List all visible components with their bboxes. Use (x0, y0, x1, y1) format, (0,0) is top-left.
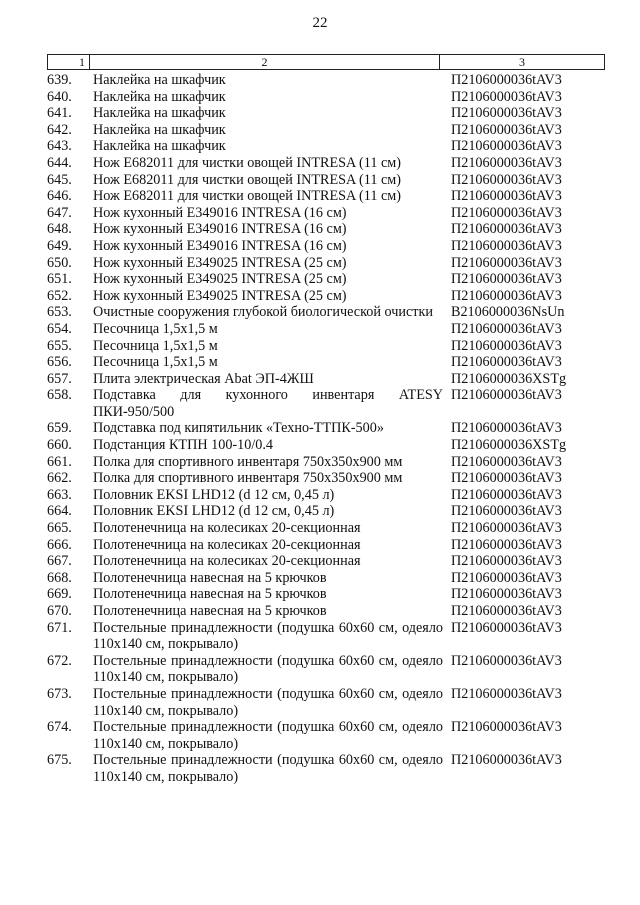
item-name: Постельные принадлежности (подушка 60х60 см, одеяло 110х140 см, покрывало) (93, 719, 443, 752)
row-number: 656. (47, 354, 72, 371)
item-name: Наклейка на шкафчик (93, 121, 226, 138)
item-code: П2106000036tAV3 (451, 221, 562, 238)
item-code: П2106000036tAV3 (451, 453, 562, 470)
item-code: П2106000036tAV3 (451, 188, 562, 205)
table-row (47, 255, 603, 272)
table-row (47, 752, 603, 785)
item-name: Полка для спортивного инвентаря 750х350х900 мм (93, 470, 403, 487)
item-code: П2106000036tAV3 (451, 354, 562, 371)
table-row (47, 89, 603, 106)
item-code: П2106000036tAV3 (451, 254, 562, 271)
item-name: Полотенечница на колесиках 20-секционная (93, 553, 361, 570)
item-code: П2106000036tAV3 (451, 536, 562, 553)
header-col-2: 2 (90, 55, 440, 69)
row-number: 659. (47, 420, 72, 437)
row-number: 640. (47, 88, 72, 105)
row-number: 650. (47, 254, 72, 271)
item-code: П2106000036tAV3 (451, 105, 562, 122)
table-header (47, 54, 605, 70)
row-number: 651. (47, 271, 72, 288)
item-code: П2106000036tAV3 (451, 72, 562, 88)
item-name: Полотенечница навесная на 5 крючков (93, 569, 327, 586)
item-code: П2106000036tAV3 (451, 237, 562, 254)
table-row (47, 719, 603, 752)
item-name: Полотенечница навесная на 5 крючков (93, 586, 327, 603)
item-code: П2106000036XSTg (451, 370, 567, 387)
item-name: Постельные принадлежности (подушка 60х60 см, одеяло 110х140 см, покрывало) (93, 619, 443, 653)
table-row (47, 188, 603, 205)
table-row (47, 371, 603, 388)
item-name: Наклейка на шкафчик (93, 72, 226, 88)
row-number: 653. (47, 304, 72, 321)
row-number: 670. (47, 603, 72, 619)
item-code: П2106000036tAV3 (451, 171, 562, 188)
row-number: 667. (47, 553, 72, 570)
table-row (47, 503, 603, 520)
item-code: П2106000036tAV3 (451, 586, 562, 603)
item-name: Половник EKSI LHD12 (d 12 см, 0,45 л) (93, 486, 335, 503)
item-code: П2106000036tAV3 (451, 121, 562, 138)
row-number: 642. (47, 121, 72, 138)
table-row (47, 387, 603, 420)
item-name: Подставка под кипятильник «Техно-ТТПК-500» (93, 420, 384, 437)
item-code: П2106000036tAV3 (451, 138, 562, 155)
item-code: П2106000036tAV3 (451, 486, 562, 503)
table-row (47, 487, 603, 504)
item-code: П2106000036tAV3 (451, 553, 562, 570)
row-number: 673. (47, 685, 72, 702)
table-row (47, 620, 603, 653)
item-code: П2106000036tAV3 (451, 652, 562, 669)
item-code: П2106000036tAV3 (451, 470, 562, 487)
item-code: В2106000036NsUn (451, 304, 565, 321)
row-number: 639. (47, 72, 72, 88)
table-row (47, 304, 603, 321)
row-number: 669. (47, 586, 72, 603)
item-name: Постельные принадлежности (подушка 60х60 см, одеяло 110х140 см, покрывало) (93, 752, 443, 785)
table-row (47, 221, 603, 238)
row-number: 646. (47, 188, 72, 205)
row-number: 657. (47, 370, 72, 387)
table-row (47, 122, 603, 139)
item-name: Нож кухонный E349025 INTRESA (25 см) (93, 271, 347, 288)
table-row (47, 72, 603, 89)
row-number: 661. (47, 453, 72, 470)
table-row (47, 205, 603, 222)
table-row (47, 138, 603, 155)
item-code: П2106000036tAV3 (451, 337, 562, 354)
item-name: Нож кухонный E349025 INTRESA (25 см) (93, 287, 347, 304)
row-number: 641. (47, 105, 72, 122)
row-number: 643. (47, 138, 72, 155)
item-name: Полотенечница на колесиках 20-секционная (93, 536, 361, 553)
item-code: П2106000036tAV3 (451, 287, 562, 304)
item-name: Песочница 1,5х1,5 м (93, 337, 218, 354)
row-number: 648. (47, 221, 72, 238)
item-code: П2106000036tAV3 (451, 88, 562, 105)
item-code: П2106000036tAV3 (451, 685, 562, 702)
table-row (47, 603, 603, 620)
table-row (47, 570, 603, 587)
item-code: П2106000036tAV3 (451, 204, 562, 221)
table-row (47, 653, 603, 686)
item-name: Нож кухонный E349016 INTRESA (16 см) (93, 221, 347, 238)
item-name: Полотенечница на колесиках 20-секционная (93, 520, 361, 537)
table-row (47, 288, 603, 305)
table-row (47, 155, 603, 172)
item-code: П2106000036tAV3 (451, 520, 562, 537)
table-row (47, 338, 603, 355)
table-row (47, 105, 603, 122)
item-code: П2106000036tAV3 (451, 752, 562, 769)
item-code: П2106000036tAV3 (451, 569, 562, 586)
item-code: П2106000036tAV3 (451, 387, 562, 404)
row-number: 674. (47, 719, 72, 736)
table-row (47, 420, 603, 437)
item-name: Наклейка на шкафчик (93, 88, 226, 105)
item-name: Постельные принадлежности (подушка 60х60 см, одеяло 110х140 см, покрывало) (93, 652, 443, 686)
item-code: П2106000036XSTg (451, 437, 567, 454)
item-name: Очистные сооружения глубокой биологической очистки (93, 304, 433, 321)
row-number: 649. (47, 237, 72, 254)
row-number: 664. (47, 503, 72, 520)
item-name: Полка для спортивного инвентаря 750х350х900 мм (93, 453, 403, 470)
row-number: 658. (47, 387, 72, 404)
row-number: 654. (47, 320, 72, 337)
item-code: П2106000036tAV3 (451, 503, 562, 520)
item-code: П2106000036tAV3 (451, 719, 562, 736)
row-number: 663. (47, 486, 72, 503)
row-number: 655. (47, 337, 72, 354)
item-name: Постельные принадлежности (подушка 60х60 см, одеяло 110х140 см, покрывало) (93, 685, 443, 719)
row-number: 644. (47, 154, 72, 171)
row-number: 662. (47, 470, 72, 487)
row-number: 660. (47, 437, 72, 454)
item-name: Нож кухонный E349025 INTRESA (25 см) (93, 254, 347, 271)
item-code: П2106000036tAV3 (451, 320, 562, 337)
table-row (47, 520, 603, 537)
item-name: Нож кухонный E349016 INTRESA (16 см) (93, 204, 347, 221)
item-name: Полотенечница навесная на 5 крючков (93, 603, 327, 619)
item-name: Песочница 1,5х1,5 м (93, 320, 218, 337)
table-row (47, 321, 603, 338)
item-name: Нож E682011 для чистки овощей INTRESA (11 см) (93, 171, 401, 188)
table-row (47, 238, 603, 255)
table-row (47, 537, 603, 554)
item-code: П2106000036tAV3 (451, 619, 562, 636)
row-number: 652. (47, 287, 72, 304)
row-number: 672. (47, 652, 72, 669)
row-number: 675. (47, 752, 72, 769)
table-row (47, 586, 603, 603)
item-name: Нож E682011 для чистки овощей INTRESA (11 см) (93, 154, 401, 171)
table-row (47, 271, 603, 288)
row-number: 645. (47, 171, 72, 188)
item-name: Песочница 1,5х1,5 м (93, 354, 218, 371)
item-name: Нож кухонный E349016 INTRESA (16 см) (93, 237, 347, 254)
table-body (47, 72, 603, 786)
item-code: П2106000036tAV3 (451, 603, 562, 619)
table-row (47, 686, 603, 719)
table-row (47, 172, 603, 189)
table-row (47, 553, 603, 570)
row-number: 666. (47, 536, 72, 553)
item-name: Наклейка на шкафчик (93, 138, 226, 155)
item-name: Подстанция КТПН 100-10/0.4 (93, 437, 274, 454)
page-number: 22 (312, 15, 328, 31)
item-code: П2106000036tAV3 (451, 271, 562, 288)
item-name: Наклейка на шкафчик (93, 105, 226, 122)
table-row (47, 354, 603, 371)
item-name: Нож E682011 для чистки овощей INTRESA (11 см) (93, 188, 401, 205)
item-name: Половник EKSI LHD12 (d 12 см, 0,45 л) (93, 503, 335, 520)
header-col-3: 3 (519, 55, 525, 69)
row-number: 671. (47, 619, 72, 636)
header-col-1: 1 (48, 55, 90, 69)
item-code: П2106000036tAV3 (451, 420, 562, 437)
item-name: Подставка для кухонного инвентаря ATESY ПКИ-950/500 (93, 387, 443, 420)
table-row (47, 437, 603, 454)
item-name: Плита электрическая Abat ЭП-4ЖШ (93, 370, 314, 387)
table-row (47, 470, 603, 487)
table-row (47, 454, 603, 471)
row-number: 665. (47, 520, 72, 537)
item-code: П2106000036tAV3 (451, 154, 562, 171)
row-number: 668. (47, 569, 72, 586)
row-number: 647. (47, 204, 72, 221)
